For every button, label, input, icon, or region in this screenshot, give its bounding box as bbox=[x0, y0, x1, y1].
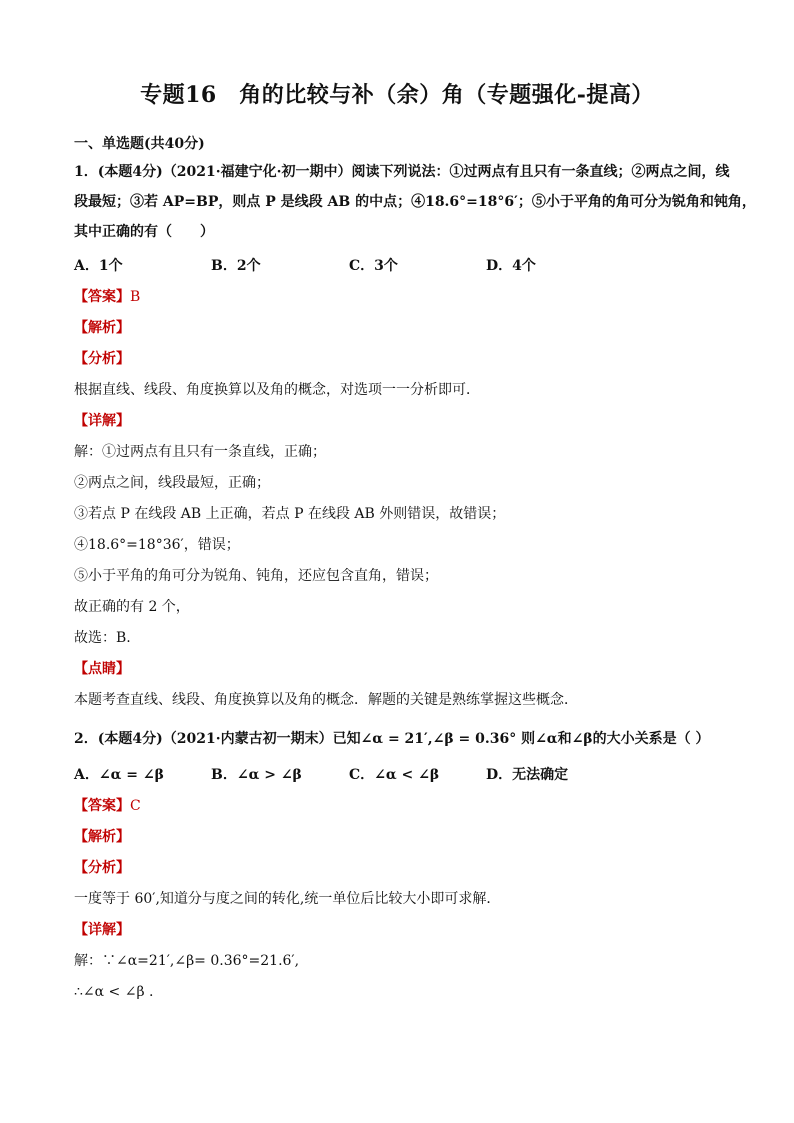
q1-answer bbox=[74, 287, 140, 307]
q2-fenxi-text: 一度等于 60′,知道分与度之间的转化,统一单位后比较大小即可求解． bbox=[74, 891, 501, 907]
q1-stem-line1: 1．(本题4分)（2021·福建宁化·初一期中）阅读下列说法：①过两点有且只有一条直线；②两点之间，线 bbox=[74, 164, 730, 180]
q2-option-d: D．无法确定 bbox=[486, 767, 569, 783]
q2-option-c: C．∠α < ∠β bbox=[349, 767, 440, 783]
q1-dianjing-tag: 【点睛】 bbox=[74, 661, 130, 677]
q1-option-b: B．2个 bbox=[211, 258, 261, 274]
section-heading: 一、单选题(共40分) bbox=[74, 136, 205, 152]
q1-option-c: C．3个 bbox=[349, 258, 398, 274]
q1-fenxi-text: 根据直线、线段、角度换算以及角的概念，对选项一一分析即可． bbox=[74, 382, 480, 398]
q1-detail-2: ②两点之间，线段最短，正确； bbox=[74, 475, 270, 491]
q1-option-a: A．1个 bbox=[74, 258, 123, 274]
answer-value: B bbox=[130, 289, 141, 305]
q1-stem-line2: 段最短；③若 AP=BP，则点 P 是线段 AB 的中点；④18.6°=18°6′；⑤小于平角的角可分为锐角和钝角， bbox=[74, 194, 756, 210]
q1-detail-6: 故正确的有 2 个， bbox=[74, 599, 190, 615]
q2-answer bbox=[74, 796, 141, 816]
q1-analysis-tag: 【解析】 bbox=[74, 320, 130, 336]
q1-detail-5: ⑤小于平角的角可分为锐角、钝角，还应包含直角，错误； bbox=[74, 568, 438, 584]
q2-option-b: B．∠α > ∠β bbox=[211, 767, 302, 783]
q1-detail-tag: 【详解】 bbox=[74, 413, 130, 429]
q2-detail-1: 解：∵∠α=21′,∠β= 0.36°=21.6′, bbox=[74, 953, 300, 969]
page-title: 专题16 角的比较与补（余）角（专题强化-提高） bbox=[140, 82, 654, 108]
q1-dianjing-text: 本题考查直线、线段、角度换算以及角的概念．解题的关键是熟练掌握这些概念． bbox=[74, 692, 578, 708]
q2-detail-tag: 【详解】 bbox=[74, 922, 130, 938]
q1-option-d: D．4个 bbox=[486, 258, 536, 274]
q1-fenxi-tag: 【分析】 bbox=[74, 351, 130, 367]
q2-fenxi-tag: 【分析】 bbox=[74, 860, 130, 876]
q2-detail-2: ∴∠α < ∠β . bbox=[74, 984, 154, 1000]
q1-detail-1: 解：①过两点有且只有一条直线，正确； bbox=[74, 444, 326, 460]
q1-detail-4: ④18.6°=18°36′，错误； bbox=[74, 537, 240, 553]
q2-analysis-tag: 【解析】 bbox=[74, 829, 130, 845]
q1-detail-3: ③若点 P 在线段 AB 上正确，若点 P 在线段 AB 外则错误，故错误； bbox=[74, 506, 506, 522]
answer-value: C bbox=[130, 798, 141, 814]
q1-detail-7: 故选：B. bbox=[74, 630, 131, 646]
q1-stem-line3: 其中正确的有（ ） bbox=[74, 224, 214, 240]
answer-tag: 【答案】 bbox=[74, 798, 130, 814]
answer-tag: 【答案】 bbox=[74, 289, 130, 305]
q2-option-a: A．∠α = ∠β bbox=[74, 767, 164, 783]
q2-stem: 2．(本题4分)（2021·内蒙古初一期末）已知∠α = 21′,∠β = 0.36° 则∠α和∠β的大小关系是（ ） bbox=[74, 731, 710, 747]
